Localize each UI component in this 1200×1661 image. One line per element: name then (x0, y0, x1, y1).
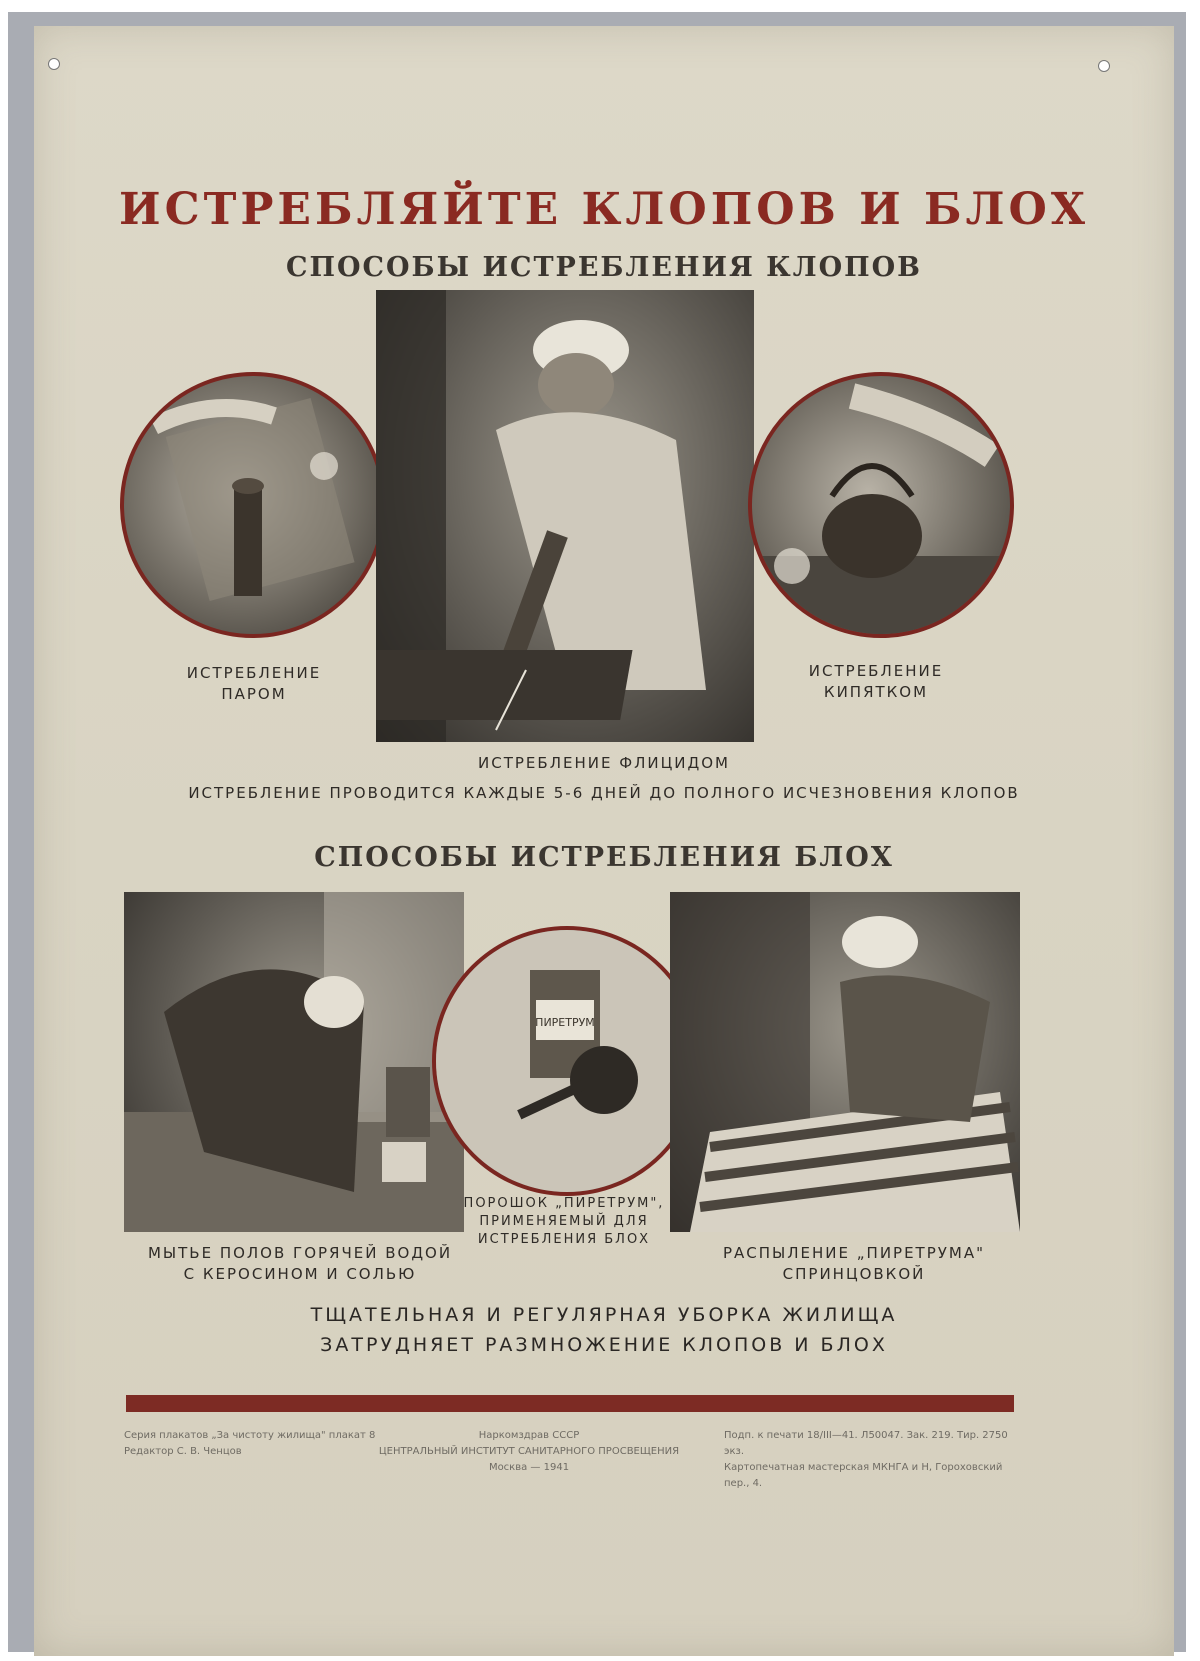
footer-series-info: Серия плакатов „За чистоту жилища" плакат 8 Редактор С. В. Ченцов (124, 1430, 376, 1457)
red-divider-band (126, 1395, 1014, 1412)
bottom-message: ТЩАТЕЛЬНАЯ И РЕГУЛЯРНАЯ УБОРКА ЖИЛИЩА ЗАТРУДНЯЕТ РАЗМНОЖЕНИЕ КЛОПОВ И БЛОХ (310, 1304, 898, 1356)
product-label: ПИРЕТРУМ (535, 1016, 595, 1029)
flit-illustration (376, 290, 754, 742)
kettle-illustration (752, 376, 1010, 634)
bedbugs-frequency-note: ИСТРЕБЛЕНИЕ ПРОВОДИТСЯ КАЖДЫЕ 5-6 ДНЕЙ ДО ПОЛНОГО ИСЧЕЗНОВЕНИЯ КЛОПОВ (188, 784, 1020, 802)
bedbugs-heading: СПОСОБЫ ИСТРЕБЛЕНИЯ КЛОПОВ (286, 252, 922, 283)
caption-floor-washing: МЫТЬЕ ПОЛОВ ГОРЯЧЕЙ ВОДОЙ С КЕРОСИНОМ И СОЛЬЮ (147, 1244, 453, 1283)
caption-pyrethrum-powder: ПОРОШОК „ПИРЕТРУМ", ПРИМЕНЯЕМЫЙ ДЛЯ ИСТРЕБЛЕНИЯ БЛОХ (463, 1196, 665, 1247)
floor-washing-photo (124, 892, 464, 1232)
flit-spray-photo (376, 290, 754, 742)
fleas-heading: СПОСОБЫ ИСТРЕБЛЕНИЯ БЛОХ (314, 842, 894, 873)
footer-publisher: Наркомздрав СССР ЦЕНТРАЛЬНЫЙ ИНСТИТУТ САНИТАРНОГО ПРОСВЕЩЕНИЯ Москва — 1941 (378, 1430, 680, 1473)
pyrethrum-powder-photo (432, 926, 702, 1196)
spray-photo (670, 892, 1020, 1232)
caption-spray: РАСПЫЛЕНИЕ „ПИРЕТРУМА" СПРИНЦОВКОЙ (722, 1244, 986, 1283)
boiling-water-photo (748, 372, 1014, 638)
caption-flit: ИСТРЕБЛЕНИЕ ФЛИЦИДОМ (478, 754, 730, 772)
steam-photo (120, 372, 386, 638)
spray-illustration (670, 892, 1020, 1232)
hanging-hole-right (1098, 60, 1110, 72)
caption-boiling: ИСТРЕБЛЕНИЕ КИПЯТКОМ (808, 662, 944, 701)
poster-mount-board (8, 12, 1186, 1652)
footer-print-info: Подп. к печати 18/III—41. Л50047. Зак. 219. Тир. 2750 экз. Картопечатная мастерская МКНГА и Н, Гороховский пер., 4. (724, 1430, 1008, 1489)
powder-illustration (436, 930, 698, 1192)
steam-illustration (124, 376, 382, 634)
floor-washing-illustration (124, 892, 464, 1232)
poster-title: ИСТРЕБЛЯЙТЕ КЛОПОВ И БЛОХ (119, 184, 1089, 235)
caption-steam: ИСТРЕБЛЕНИЕ ПАРОМ (186, 664, 322, 703)
poster-sheet (34, 26, 1174, 1656)
hanging-hole-left (48, 58, 60, 70)
